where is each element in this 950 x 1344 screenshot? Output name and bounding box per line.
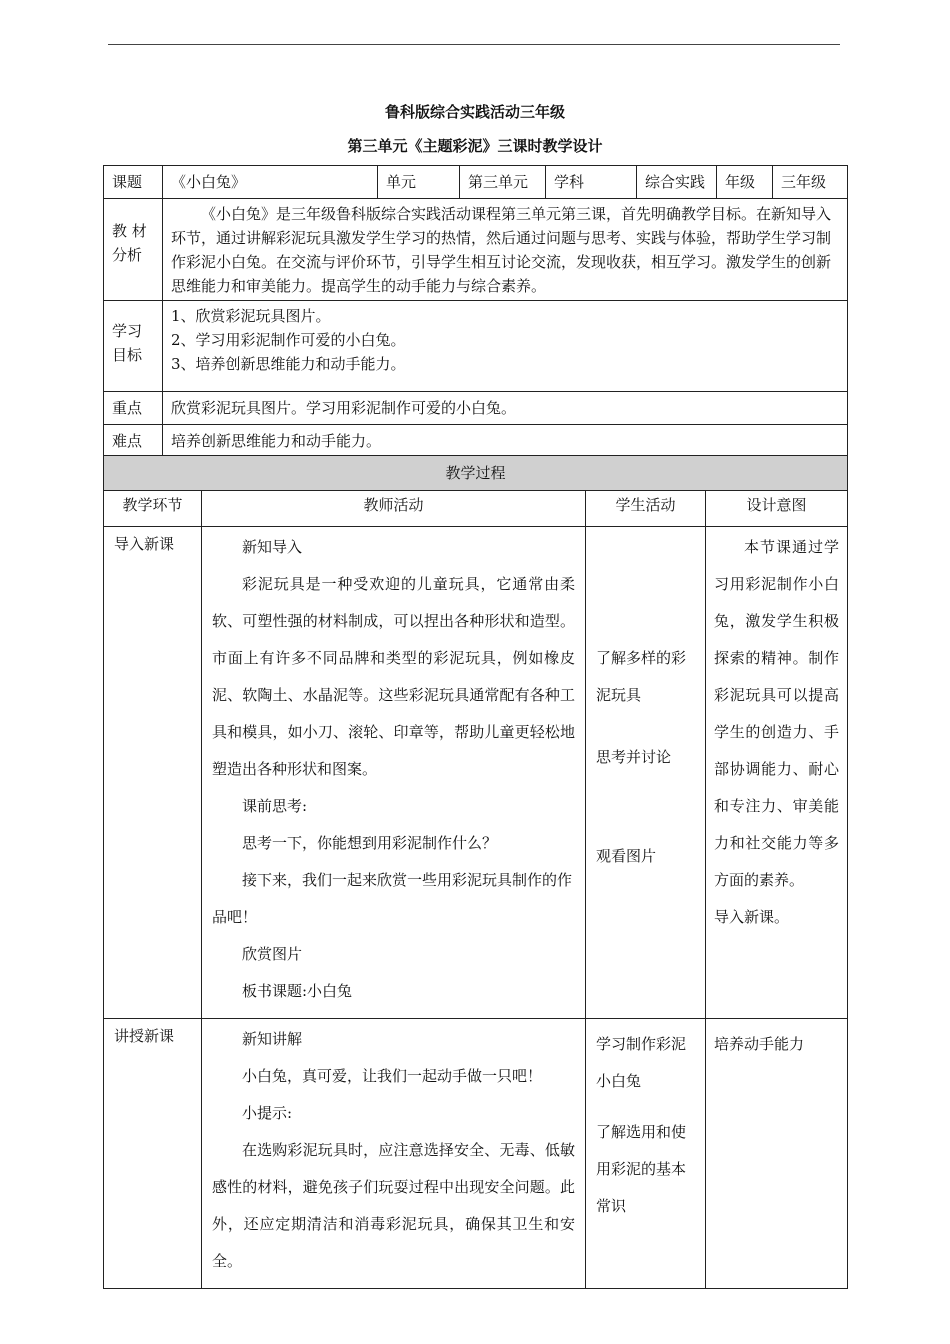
goal-item: 3、培养创新思维能力和动手能力。 [171,355,406,373]
column-header: 设计意图 [706,491,848,527]
design-intent-teaching [706,1019,848,1289]
goal-item: 1、欣赏彩泥玩具图片。 [171,307,331,325]
subject-value: 综合实践 [637,166,717,199]
intent-line: 培养动手能力 [714,1035,805,1053]
material-label-line1: 教 材 [112,222,147,240]
teacher-line: 接下来，我们一起来欣赏一些用彩泥玩具制作的作品吧！ [212,871,573,926]
teacher-line: 课前思考: [242,797,308,815]
student-line: 了解选用和使用彩泥的基本常识 [596,1123,687,1215]
difficulty-label: 难点 [104,425,163,458]
material-label [104,199,163,301]
teacher-line: 小提示: [242,1104,293,1122]
teacher-line: 欣赏图片 [242,945,303,963]
grade-value: 三年级 [773,166,848,199]
column-header: 学生活动 [586,491,706,527]
unit-value: 第三单元 [460,166,546,199]
intent-line: 导入新课。 [714,908,790,926]
goals-label-line1: 学习 [112,322,143,340]
design-intent-intro [706,527,848,1019]
student-activity-teaching [586,1019,706,1289]
goals-label-line2: 目标 [112,346,143,364]
doc-title: 鲁科版综合实践活动三年级 [384,103,565,121]
stage-teaching: 讲授新课 [104,1019,202,1289]
difficulty-value: 培养创新思维能力和动手能力。 [163,425,848,458]
doc-subtitle: 第三单元《主题彩泥》三课时教学设计 [347,137,603,155]
process-section-title: 教学过程 [104,456,848,491]
student-line: 观看图片 [596,847,657,865]
teacher-line: 思考一下，你能想到用彩泥制作什么？ [242,834,498,852]
teacher-line: 新知讲解 [242,1030,303,1048]
student-line: 学习制作彩泥小白兔 [596,1035,687,1090]
key-point-value: 欣赏彩泥玩具图片。学习用彩泥制作可爱的小白兔。 [163,392,848,425]
material-label-line2: 分析 [112,246,143,264]
teacher-activity-intro [202,527,586,1019]
column-header: 教师活动 [202,491,586,527]
teacher-line: 彩泥玩具是一种受欢迎的儿童玩具，它通常由柔软、可塑性强的材料制成，可以捏出各种形状和造型。市面上有许多不同品牌和类型的彩泥玩具，例如橡皮泥、软陶土、水晶泥等。这些彩泥玩具通常配有各种工具和模具，如小刀、滚轮、印章等，帮助儿童更轻松地塑造出各种形状和图案。 [212,575,575,778]
stage-intro: 导入新课 [104,527,202,1019]
topic-label: 课题 [104,166,163,199]
column-header: 教学环节 [104,491,202,527]
goals-label [104,301,163,392]
lesson-info-table [103,165,848,458]
teacher-line: 在选购彩泥玩具时，应注意选择安全、无毒、低敏感性的材料，避免孩子们玩耍过程中出现安全问题。此外，还应定期清洁和消毒彩泥玩具，确保其卫生和安全。 [212,1141,575,1270]
student-line: 思考并讨论 [596,748,672,766]
unit-label: 单元 [378,166,460,199]
grade-label: 年级 [717,166,773,199]
key-point-label: 重点 [104,392,163,425]
topic-value: 《小白兔》 [163,166,378,199]
intent-line: 本节课通过学习用彩泥制作小白兔，激发学生积极探索的精神。制作彩泥玩具可以提高学生的创造力、手部协调能力、耐心和专注力、审美能力和社交能力等多方面的素养。 [714,538,840,889]
material-analysis: 《小白兔》是三年级鲁科版综合实践活动课程第三单元第三课，首先明确教学目标。在新知导入环节，通过讲解彩泥玩具激发学生学习的热情，然后通过问题与思考、实践与体验，帮助学生学习制作彩泥小白兔。在交流与评价环节，引导学生相互讨论交流，发现收获，相互学习。激发学生的创新思维能力和审美能力。提高学生的动手能力与综合素养。 [163,199,848,301]
teaching-process-table [103,455,848,1289]
teacher-line: 板书课题:小白兔 [242,982,353,1000]
header-rule [108,44,840,45]
student-line: 了解多样的彩泥玩具 [596,649,687,704]
teacher-line: 小白兔，真可爱，让我们一起动手做一只吧！ [242,1067,543,1085]
goals-list [163,301,848,392]
teacher-line: 新知导入 [242,538,303,556]
student-activity-intro [586,527,706,1019]
goal-item: 2、学习用彩泥制作可爱的小白兔。 [171,331,406,349]
subject-label: 学科 [546,166,637,199]
teacher-activity-teaching [202,1019,586,1289]
